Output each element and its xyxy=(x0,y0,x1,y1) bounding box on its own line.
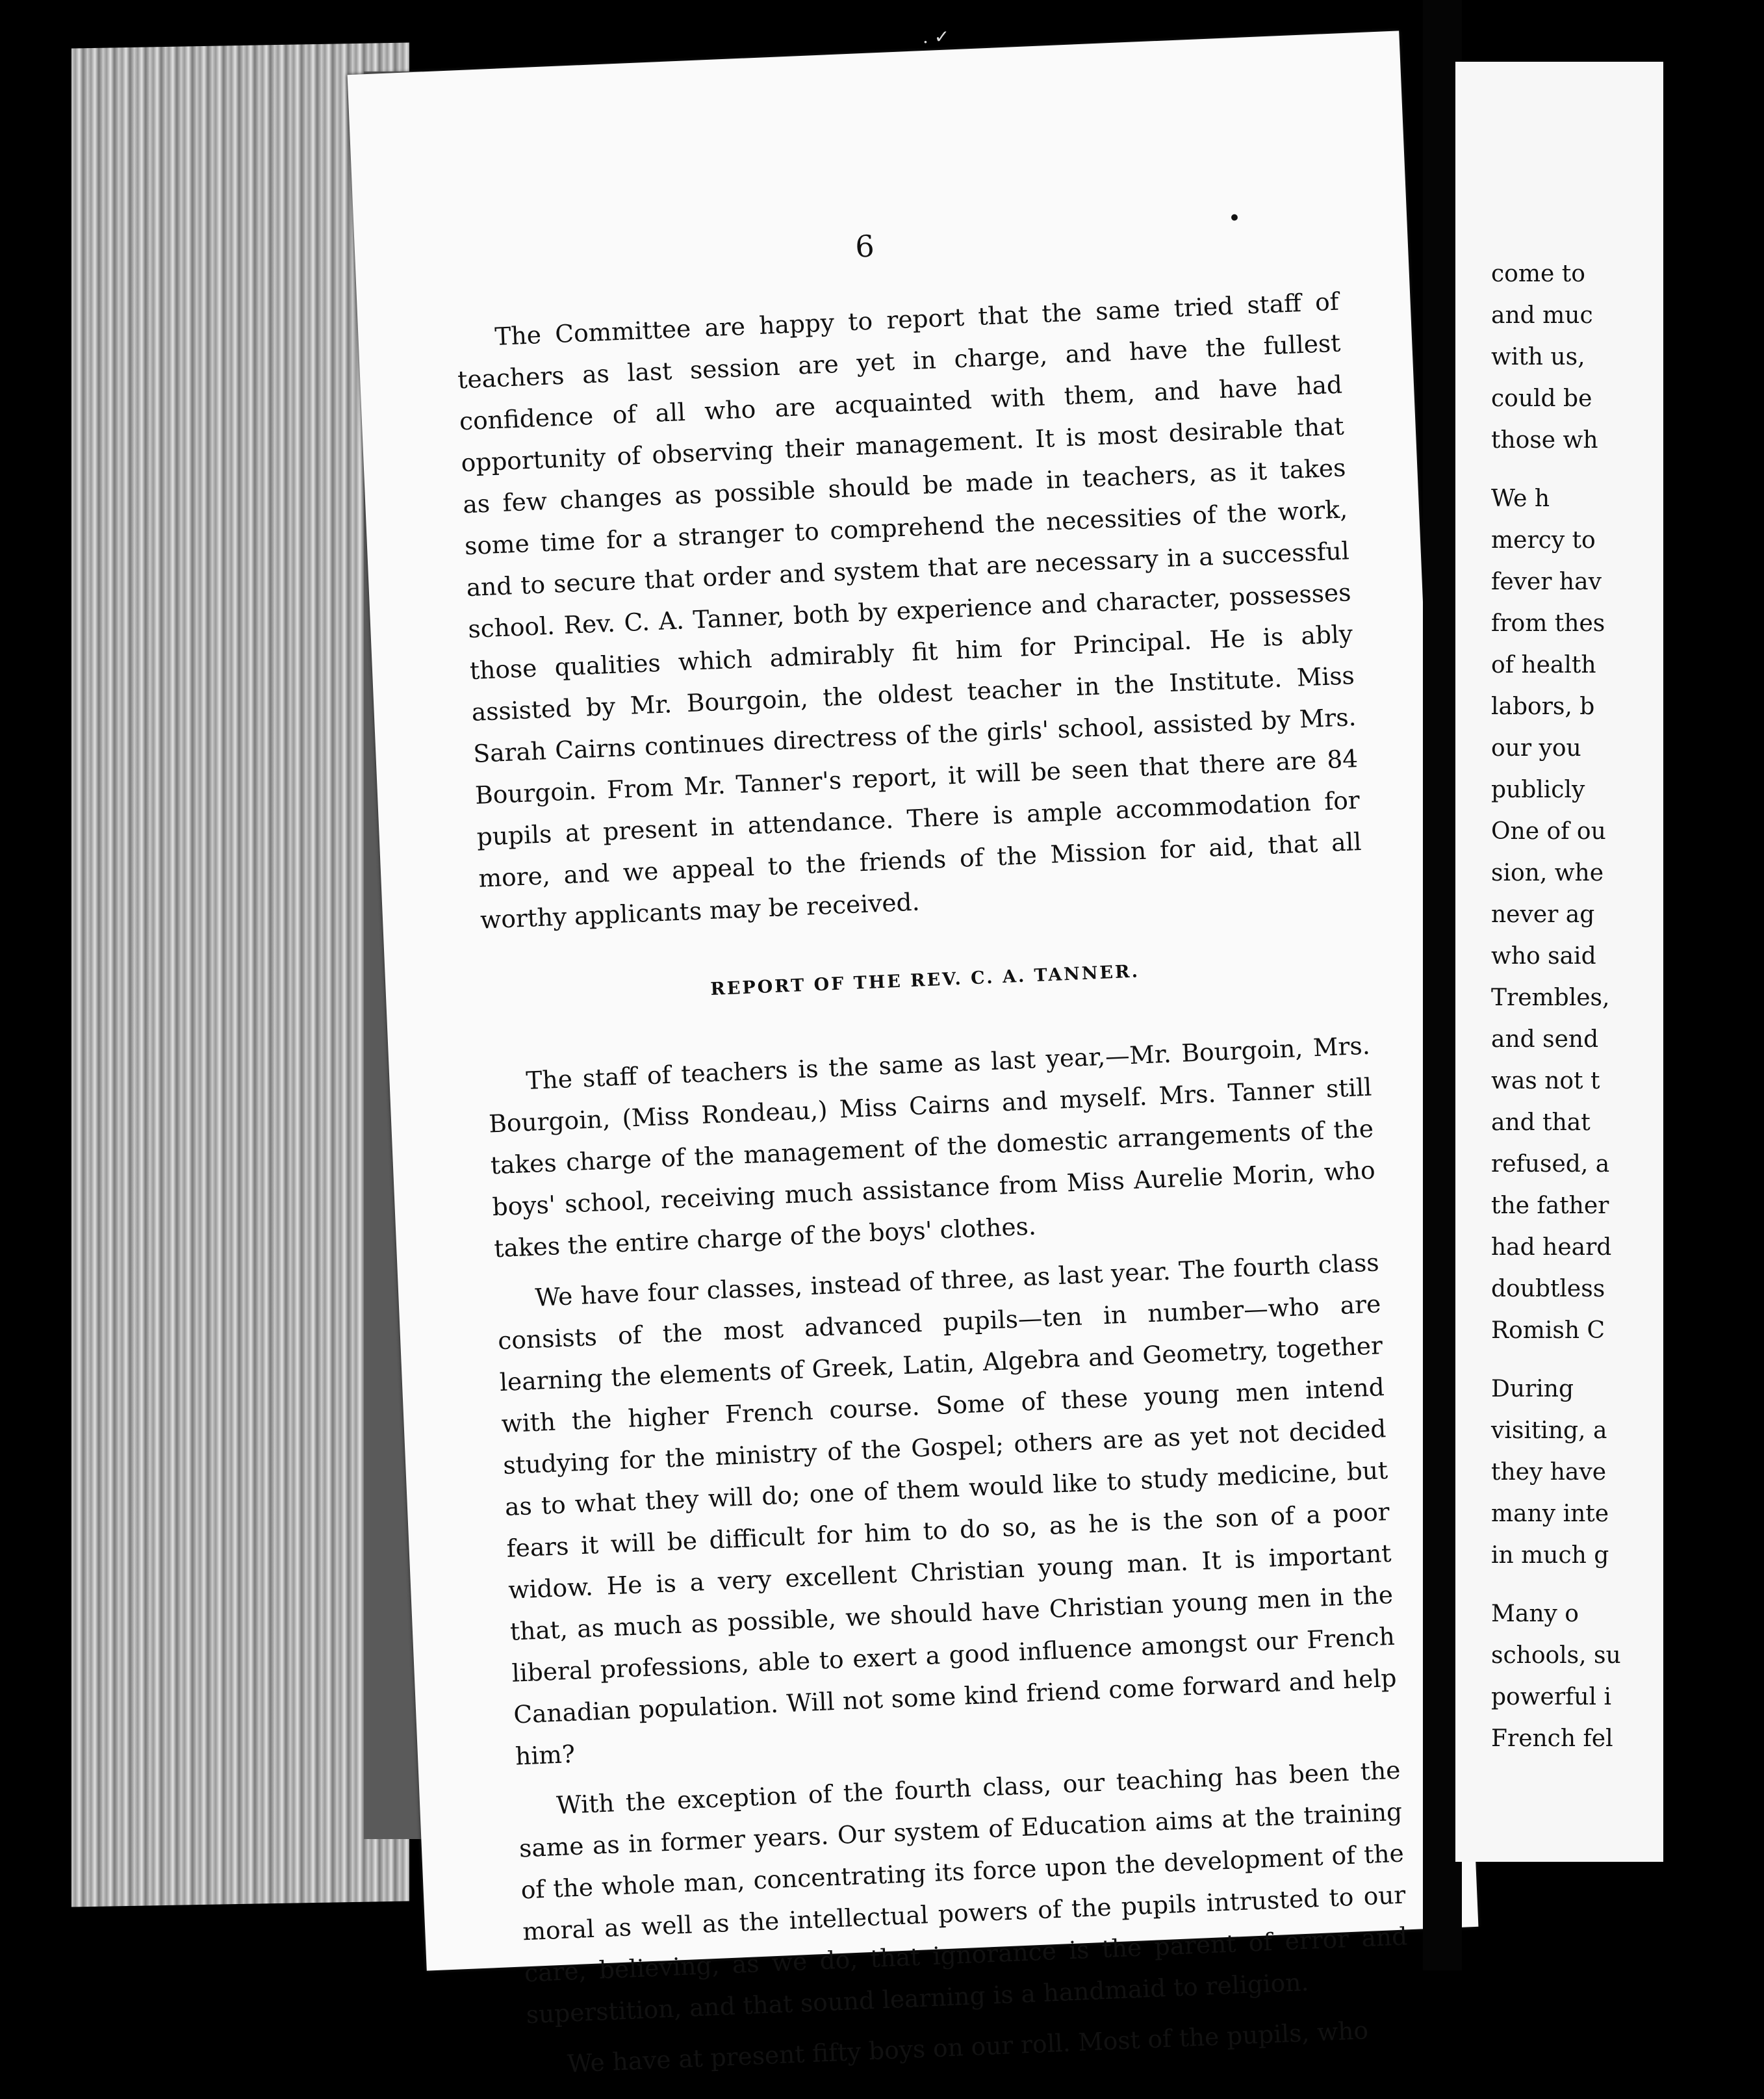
right-line: with us, xyxy=(1491,344,1585,370)
report-paragraph: We have at present fifty boys on our roll. Most of the pupils, who xyxy=(567,2016,1369,2078)
right-line: who said xyxy=(1491,943,1596,970)
right-line: those wh xyxy=(1491,427,1598,454)
right-line: sion, whe xyxy=(1491,860,1604,886)
page-number: 6 xyxy=(854,228,875,264)
right-line: refused, a xyxy=(1491,1151,1610,1178)
right-line: schools, su xyxy=(1491,1642,1621,1669)
right-line: they have xyxy=(1491,1459,1607,1486)
right-line: and send xyxy=(1491,1026,1599,1053)
right-line: and muc xyxy=(1491,302,1593,329)
right-line: fever hav xyxy=(1491,569,1602,595)
right-line: in much g xyxy=(1491,1542,1609,1569)
report-heading: REPORT OF THE REV. C. A. TANNER. xyxy=(709,961,1140,1000)
right-line: French fel xyxy=(1491,1725,1613,1752)
right-line: the father xyxy=(1491,1192,1609,1219)
right-line: labors, b xyxy=(1491,693,1595,720)
right-line: was not t xyxy=(1491,1068,1600,1094)
right-line: publicly xyxy=(1491,777,1585,803)
right-page-text xyxy=(1491,253,1764,1760)
page-body xyxy=(455,281,1412,2096)
right-line: of health xyxy=(1491,652,1596,678)
right-line: our you xyxy=(1491,735,1581,762)
right-line: We h xyxy=(1491,485,1550,512)
right-line: During xyxy=(1491,1376,1574,1402)
report-paragraph: We have four classes, instead of three, as last year. The fourth class consists of the most advanced pupils—ten in number—who are learning the elements of Greek, Latin, Algebra and Geometry, together with the higher French course. Some of these young men intend studying for the ministry of the Gospel; others are as yet not decided as to what they will do; one of them would like to study medicine, but fears it will be difficult for him to do so, as he is the son of a poor widow. He is a very excellent Christian young man. It is important that, as much as possible, we should have Christian young men in the liberal professions, able to exert a good influence amongst our French Canadian population. Will not some kind friend come forward and help him? xyxy=(497,1248,1398,1771)
right-line: had heard xyxy=(1491,1234,1612,1261)
right-line: come to xyxy=(1491,261,1585,287)
right-line: Trembles, xyxy=(1491,985,1610,1011)
right-line: One of ou xyxy=(1491,818,1606,845)
report-paragraph: With the exception of the fourth class, our teaching has been the same as in former years. Our system of Education aims at the training of the whole man, concentrating its force upon the development of the moral as well as the intellectual powers of the pupils intrusted to our care, believing, as we do, that ignorance is the parent of error and superstition, and that sound learning is a handmaid to religion. xyxy=(518,1755,1408,2029)
right-line: from thes xyxy=(1491,610,1605,637)
print-dot: • xyxy=(1227,205,1242,232)
right-page xyxy=(1455,62,1663,1862)
right-line: mercy to xyxy=(1491,527,1596,554)
right-line: powerful i xyxy=(1491,1684,1612,1710)
film-scratch: . ✓ xyxy=(923,26,950,47)
left-page xyxy=(348,31,1479,2078)
right-line: Romish C xyxy=(1491,1317,1605,1344)
right-line: many inte xyxy=(1491,1500,1609,1527)
right-line: doubtless xyxy=(1491,1276,1605,1302)
right-line: could be xyxy=(1491,385,1592,412)
report-paragraph: The staff of teachers is the same as last year,—Mr. Bourgoin, Mrs. Bourgoin, (Miss Rondeau,) Miss Cairns and myself. Mrs. Tanner still takes charge of the management of the domestic arrangements of the boys' school, receiving much assistance from Miss Aurelie Morin, who takes the entire charge of the boys' clothes. xyxy=(488,1031,1376,1263)
right-line: and that xyxy=(1491,1109,1591,1136)
right-line: never ag xyxy=(1491,901,1595,928)
right-line: Many o xyxy=(1491,1601,1579,1627)
right-line: visiting, a xyxy=(1491,1417,1607,1444)
committee-paragraph: The Committee are happy to report that the same tried staff of teachers as last session are yet in charge, and have the fullest confidence of all who are acquainted with them, and have had opportunity of observing their management. It is most desirable that as few changes as possible should be made in teachers, as it takes some time for a stranger to comprehend the necessities of the work, and to secure that order and system that are necessary in a successful school. Rev. C. A. Tanner, both by experience and character, possesses those qualities which admirably fit him for Principal. He is ably assisted by Mr. Bourgoin, the oldest teacher in the Institute. Miss Sarah Cairns continues directress of the girls' school, assisted by Mrs. Bourgoin. From Mr. Tanner's report, it will be seen that there are 84 pupils at present in attendance. There is ample accommodation for more, and we appeal to the friends of the Mission for aid, that all worthy applicants may be received. xyxy=(457,287,1362,934)
